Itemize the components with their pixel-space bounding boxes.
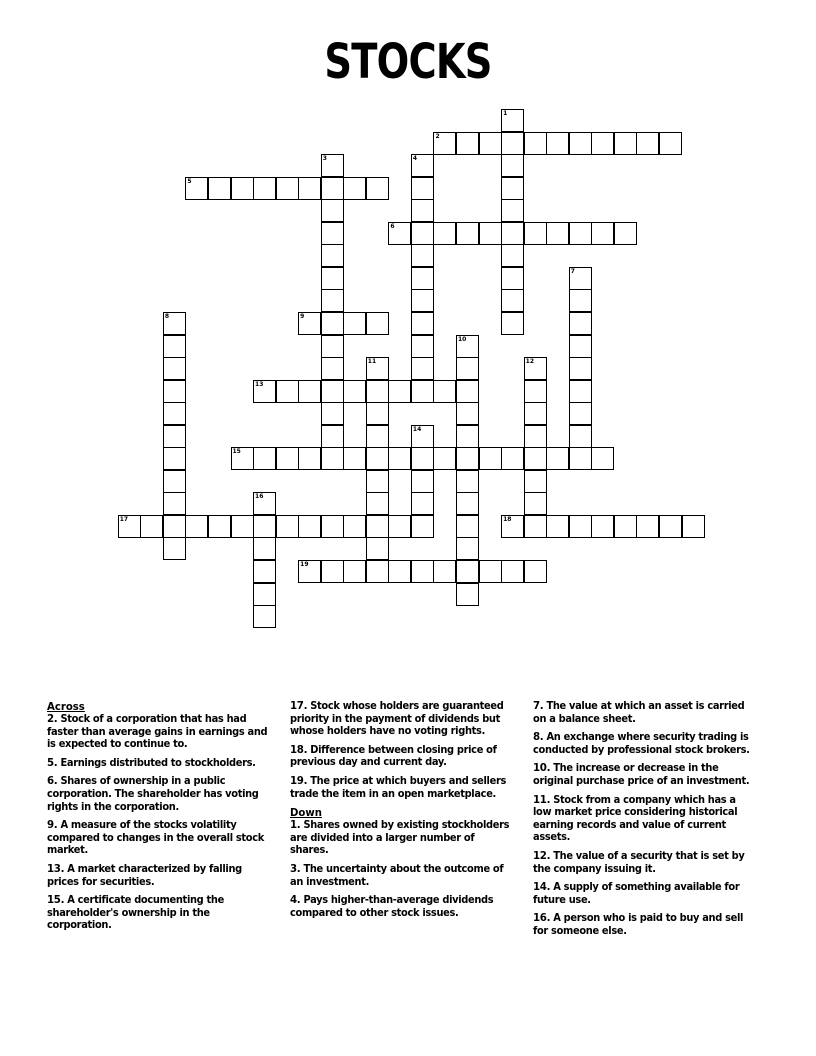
clue-down-1: 1. Shares owned by existing stockholders are divided into a larger number of shares.	[290, 818, 510, 857]
grid-cell[interactable]	[366, 492, 389, 515]
grid-cell[interactable]	[411, 425, 434, 448]
down-heading: Down	[290, 806, 322, 820]
grid-cell[interactable]	[524, 132, 547, 155]
grid-cell[interactable]	[456, 583, 479, 606]
grid-cell[interactable]	[411, 199, 434, 222]
grid-cell[interactable]	[321, 357, 344, 380]
cell-number: 4	[412, 155, 418, 163]
cell-number: 17	[119, 515, 129, 523]
grid-cell[interactable]	[569, 357, 592, 380]
grid-cell[interactable]	[321, 199, 344, 222]
clue-across-19: 19. The price at which buyers and sellers trade the item in an open marketplace.	[290, 773, 507, 800]
cell-number: 1	[503, 110, 508, 117]
clue-down-10: 10. The increase or decrease in the original purchase price of an investment.	[533, 761, 750, 787]
grid-cell[interactable]	[524, 402, 547, 425]
grid-cell[interactable]	[140, 515, 163, 538]
clue-across-5: 5. Earnings distributed to stockholders.	[47, 755, 256, 769]
grid-cell[interactable]	[388, 380, 411, 403]
grid-cell[interactable]	[614, 222, 637, 245]
cell-number: 16	[255, 493, 264, 501]
cell-number: 10	[458, 335, 467, 343]
grid-cell[interactable]	[614, 515, 637, 538]
grid-cell[interactable]	[411, 515, 434, 538]
clue-down-14: 14. A supply of something available for future use.	[533, 880, 740, 906]
clue-down-8: 8. An exchange where security trading is conducted by professional stock brokers.	[533, 730, 750, 756]
grid-cell[interactable]	[411, 380, 434, 403]
grid-cell[interactable]	[366, 312, 389, 335]
grid-cell[interactable]	[321, 289, 344, 312]
grid-cell[interactable]	[433, 380, 456, 403]
grid-cell[interactable]	[524, 515, 547, 538]
grid-cell[interactable]	[411, 447, 434, 470]
grid-cell[interactable]	[321, 425, 344, 448]
grid-cell[interactable]	[298, 560, 321, 583]
clue-down-12: 12. The value of a security that is set by the company issuing it.	[533, 848, 745, 875]
grid-cell[interactable]	[524, 492, 547, 515]
grid-cell[interactable]	[253, 537, 276, 560]
grid-cell[interactable]	[456, 357, 479, 380]
grid-cell[interactable]	[163, 335, 186, 358]
grid-cell[interactable]	[569, 289, 592, 312]
grid-cell[interactable]	[569, 425, 592, 448]
grid-cell[interactable]	[524, 470, 547, 493]
grid-cell[interactable]	[343, 380, 366, 403]
grid-cell[interactable]	[411, 492, 434, 515]
grid-cell[interactable]	[163, 380, 186, 403]
grid-cell[interactable]	[411, 560, 434, 583]
grid-cell[interactable]	[163, 470, 186, 493]
grid-cell[interactable]	[501, 560, 524, 583]
grid-cell[interactable]	[276, 177, 299, 200]
grid-cell[interactable]	[524, 447, 547, 470]
grid-cell[interactable]	[253, 605, 276, 628]
grid-cell[interactable]	[456, 492, 479, 515]
grid-cell[interactable]	[411, 289, 434, 312]
grid-cell[interactable]	[659, 132, 682, 155]
cell-number: 2	[435, 132, 440, 140]
grid-cell[interactable]	[456, 132, 479, 155]
grid-cell[interactable]	[366, 357, 389, 380]
grid-cell[interactable]	[321, 177, 344, 200]
grid-cell[interactable]	[163, 515, 186, 538]
grid-cell[interactable]	[118, 515, 141, 538]
clues-column-1	[47, 700, 277, 938]
grid-cell[interactable]	[569, 515, 592, 538]
grid-cell[interactable]	[388, 560, 411, 583]
grid-cell[interactable]	[479, 132, 502, 155]
grid-cell[interactable]	[433, 222, 456, 245]
grid-cell[interactable]	[253, 583, 276, 606]
grid-cell[interactable]	[636, 515, 659, 538]
cell-number: 15	[232, 448, 241, 456]
grid-cell[interactable]	[433, 560, 456, 583]
grid-cell[interactable]	[456, 425, 479, 448]
across-heading: Across	[47, 700, 85, 713]
grid-cell[interactable]	[546, 515, 569, 538]
grid-cell[interactable]	[456, 560, 479, 583]
cell-number: 18	[503, 515, 512, 523]
grid-cell[interactable]	[366, 425, 389, 448]
grid-cell[interactable]	[231, 177, 254, 200]
grid-cell[interactable]	[569, 312, 592, 335]
grid-cell[interactable]	[569, 447, 592, 470]
cell-number: 13	[255, 380, 264, 388]
grid-cell[interactable]	[298, 515, 321, 538]
grid-cell[interactable]	[569, 335, 592, 358]
grid-cell[interactable]	[501, 447, 524, 470]
grid-cell[interactable]	[366, 515, 389, 538]
cell-number: 19	[300, 561, 309, 568]
grid-cell[interactable]	[163, 312, 186, 335]
grid-cell[interactable]	[456, 537, 479, 560]
cell-number: 14	[412, 425, 422, 433]
grid-cell[interactable]	[524, 560, 547, 583]
grid-cell[interactable]	[411, 470, 434, 493]
grid-cell[interactable]	[253, 492, 276, 515]
grid-cell[interactable]	[411, 357, 434, 380]
clue-across-9: 9. A measure of the stocks volatility compared to changes in the overall stock market.	[47, 818, 264, 857]
grid-cell[interactable]	[321, 222, 344, 245]
clues-column-2	[290, 700, 520, 925]
clue-across-13: 13. A market characterized by falling prices for securities.	[47, 861, 242, 888]
grid-cell[interactable]	[366, 537, 389, 560]
grid-cell[interactable]	[546, 447, 569, 470]
clue-across-15: 15. A certificate documenting the shareholder's ownership in the corporation.	[47, 893, 224, 932]
grid-cell[interactable]	[321, 560, 344, 583]
clue-down-4: 4. Pays higher-than-average dividends compared to other stock issues.	[290, 893, 494, 919]
grid-cell[interactable]	[253, 380, 276, 403]
grid-cell[interactable]	[591, 447, 614, 470]
grid-cell[interactable]	[321, 335, 344, 358]
grid-cell[interactable]	[343, 177, 366, 200]
clues-column-3	[533, 700, 763, 944]
grid-cell[interactable]	[524, 380, 547, 403]
grid-cell[interactable]	[569, 402, 592, 425]
grid-cell[interactable]	[163, 492, 186, 515]
grid-cell[interactable]	[366, 560, 389, 583]
grid-cell[interactable]	[501, 222, 524, 245]
grid-cell[interactable]	[411, 177, 434, 200]
grid-cell[interactable]	[682, 515, 705, 538]
grid-cell[interactable]	[276, 447, 299, 470]
grid-cell[interactable]	[569, 380, 592, 403]
cell-number: 6	[390, 222, 395, 230]
grid-cell[interactable]	[343, 447, 366, 470]
cell-number: 11	[367, 358, 377, 366]
grid-cell[interactable]	[501, 312, 524, 335]
grid-cell[interactable]	[569, 222, 592, 245]
grid-cell[interactable]	[321, 267, 344, 290]
grid-cell[interactable]	[546, 222, 569, 245]
grid-cell[interactable]	[524, 357, 547, 380]
grid-cell[interactable]	[321, 515, 344, 538]
grid-cell[interactable]	[433, 447, 456, 470]
grid-cell[interactable]	[231, 515, 254, 538]
grid-cell[interactable]	[185, 515, 208, 538]
grid-cell[interactable]	[298, 380, 321, 403]
grid-cell[interactable]	[411, 312, 434, 335]
grid-cell[interactable]	[591, 132, 614, 155]
grid-cell[interactable]	[636, 132, 659, 155]
grid-cell[interactable]	[501, 199, 524, 222]
grid-cell[interactable]	[298, 177, 321, 200]
cell-number: 8	[164, 312, 170, 320]
grid-cell[interactable]	[163, 447, 186, 470]
grid-cell[interactable]	[501, 132, 524, 155]
grid-cell[interactable]	[231, 447, 254, 470]
grid-cell[interactable]	[456, 402, 479, 425]
grid-cell[interactable]	[501, 177, 524, 200]
grid-cell[interactable]	[411, 222, 434, 245]
grid-cell[interactable]	[366, 470, 389, 493]
cell-number: 9	[300, 312, 305, 320]
grid-cell[interactable]	[501, 109, 524, 132]
clue-across-18: 18. Difference between closing price of previous day and current day.	[290, 742, 497, 769]
grid-cell[interactable]	[411, 154, 434, 177]
grid-cell[interactable]	[321, 154, 344, 177]
grid-cell[interactable]	[614, 132, 637, 155]
grid-cell[interactable]	[501, 267, 524, 290]
grid-cell[interactable]	[366, 177, 389, 200]
clue-down-3: 3. The uncertainty about the outcome of an investment.	[290, 861, 504, 888]
grid-cell[interactable]	[569, 267, 592, 290]
grid-cell[interactable]	[276, 380, 299, 403]
grid-cell[interactable]	[456, 380, 479, 403]
grid-cell[interactable]	[343, 560, 366, 583]
grid-cell[interactable]	[208, 515, 231, 538]
grid-cell[interactable]	[569, 132, 592, 155]
grid-cell[interactable]	[388, 447, 411, 470]
grid-cell[interactable]	[343, 515, 366, 538]
grid-cell[interactable]	[253, 515, 276, 538]
grid-cell[interactable]	[456, 447, 479, 470]
grid-cell[interactable]	[524, 222, 547, 245]
grid-cell[interactable]	[591, 222, 614, 245]
grid-cell[interactable]	[321, 244, 344, 267]
cell-number: 7	[570, 267, 575, 275]
grid-cell[interactable]	[411, 267, 434, 290]
grid-cell[interactable]	[456, 222, 479, 245]
grid-cell[interactable]	[388, 515, 411, 538]
grid-cell[interactable]	[411, 244, 434, 267]
clue-across-17: 17. Stock whose holders are guaranteed priority in the payment of dividends but whose holders have no voting rights.	[290, 699, 504, 738]
grid-cell[interactable]	[501, 154, 524, 177]
grid-cell[interactable]	[546, 132, 569, 155]
grid-cell[interactable]	[185, 177, 208, 200]
grid-cell[interactable]	[411, 335, 434, 358]
cell-number: 3	[322, 155, 327, 163]
grid-cell[interactable]	[479, 560, 502, 583]
grid-cell[interactable]	[276, 515, 299, 538]
grid-cell[interactable]	[433, 132, 456, 155]
grid-cell[interactable]	[298, 447, 321, 470]
grid-cell[interactable]	[501, 515, 524, 538]
grid-cell[interactable]	[501, 289, 524, 312]
cell-number: 12	[525, 358, 534, 366]
grid-cell[interactable]	[591, 515, 614, 538]
cell-number: 5	[187, 177, 192, 185]
clue-across-6: 6. Shares of ownership in a public corporation. The shareholder has voting rights in the corporation.	[47, 774, 259, 813]
grid-cell[interactable]	[298, 312, 321, 335]
grid-cell[interactable]	[479, 447, 502, 470]
grid-cell[interactable]	[208, 177, 231, 200]
grid-cell[interactable]	[479, 222, 502, 245]
grid-cell[interactable]	[253, 447, 276, 470]
grid-cell[interactable]	[456, 335, 479, 358]
grid-cell[interactable]	[456, 515, 479, 538]
grid-cell[interactable]	[659, 515, 682, 538]
grid-cell[interactable]	[321, 402, 344, 425]
puzzle-title: STOCKS	[324, 34, 492, 90]
grid-cell[interactable]	[366, 402, 389, 425]
grid-cell[interactable]	[456, 470, 479, 493]
grid-cell[interactable]	[321, 312, 344, 335]
grid-cell[interactable]	[366, 447, 389, 470]
grid-cell[interactable]	[388, 222, 411, 245]
grid-cell[interactable]	[163, 402, 186, 425]
grid-cell[interactable]	[366, 380, 389, 403]
grid-cell[interactable]	[253, 177, 276, 200]
clue-down-7: 7. The value at which an asset is carried on a balance sheet.	[533, 699, 745, 725]
grid-cell[interactable]	[163, 537, 186, 560]
grid-cell[interactable]	[163, 357, 186, 380]
grid-cell[interactable]	[321, 447, 344, 470]
clue-down-16: 16. A person who is paid to buy and sell for someone else.	[533, 911, 744, 937]
grid-cell[interactable]	[524, 425, 547, 448]
grid-cell[interactable]	[163, 425, 186, 448]
grid-cell[interactable]	[501, 244, 524, 267]
clue-across-2: 2. Stock of a corporation that has had faster than average gains in earnings and is expected to continue to.	[47, 712, 268, 751]
clue-down-11: 11. Stock from a company which has a low market price considering historical earning records and value of current assets.	[533, 792, 738, 844]
grid-cell[interactable]	[321, 380, 344, 403]
grid-cell[interactable]	[253, 560, 276, 583]
grid-cell[interactable]	[343, 312, 366, 335]
